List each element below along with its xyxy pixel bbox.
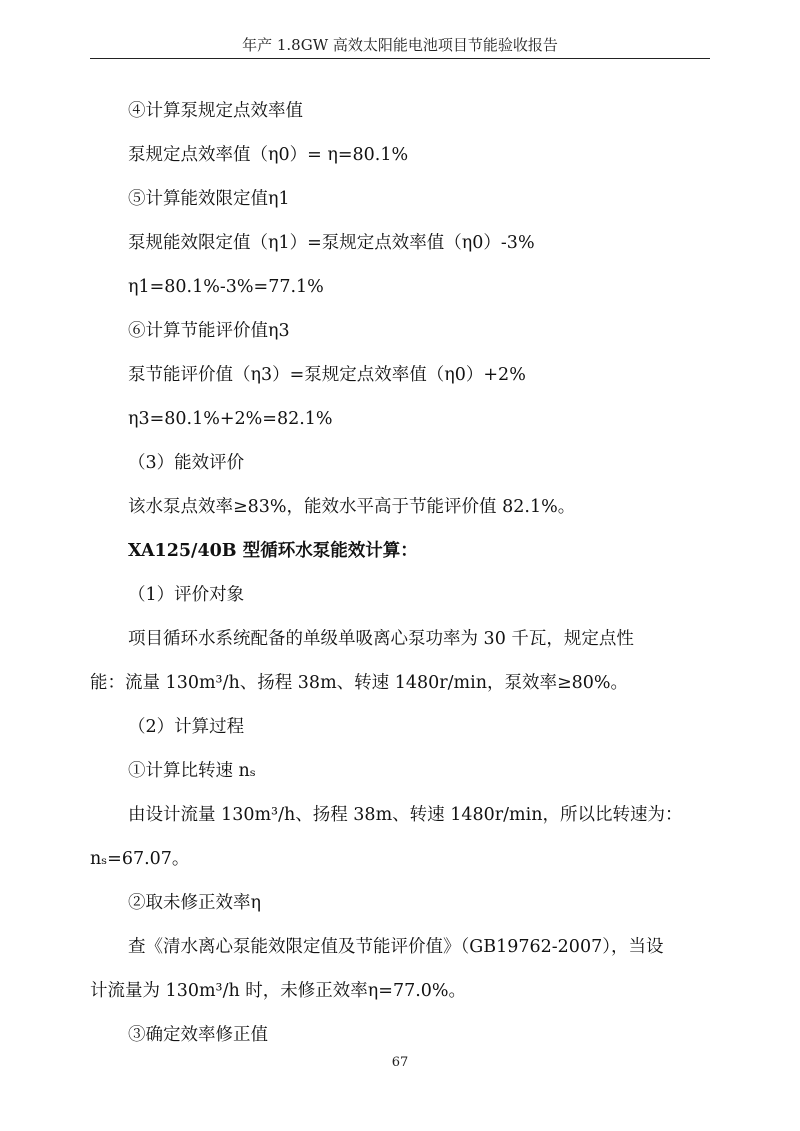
step-heading: ④计算泵规定点效率值 [128, 101, 303, 121]
formula-line: η3=80.1%+2%=82.1% [128, 409, 333, 429]
page-number: 67 [391, 1055, 409, 1070]
formula-line: η1=80.1%-3%=77.1% [128, 277, 324, 297]
subsection-title: XA125/40B 型循环水泵能效计算： [128, 541, 418, 561]
step-heading: ⑤计算能效限定值η1 [128, 189, 290, 209]
step-heading: ③确定效率修正值 [128, 1025, 268, 1045]
section-heading: （2）计算过程 [128, 717, 245, 737]
formula-line: 泵节能评价值（η3）=泵规定点效率值（η0）+2% [128, 365, 526, 385]
section-heading: （1）评价对象 [128, 585, 245, 605]
formula-line: 泵规能效限定值（η1）=泵规定点效率值（η0）-3% [128, 233, 535, 253]
paragraph-line: 计流量为 130m³/h 时，未修正效率η=77.0%。 [90, 981, 467, 1001]
document-body [90, 100, 710, 1046]
paragraph-line: 查《清水离心泵能效限定值及节能评价值》（GB19762-2007），当设 [128, 937, 664, 957]
paragraph-line: nₛ=67.07。 [90, 849, 190, 869]
step-heading: ②取未修正效率η [128, 893, 261, 913]
paragraph-line: 能：流量 130m³/h、扬程 38m、转速 1480r/min，泵效率≥80%。 [90, 673, 629, 693]
header-title: 年产 1.8GW 高效太阳能电池项目节能验收报告 [242, 36, 558, 54]
step-heading: ①计算比转速 nₛ [128, 761, 256, 781]
header-rule [90, 58, 710, 59]
formula-line: 泵规定点效率值（η0）= η=80.1% [128, 145, 409, 165]
step-heading: ⑥计算节能评价值η3 [128, 321, 290, 341]
paragraph-line: 该水泵点效率≥83%，能效水平高于节能评价值 82.1%。 [128, 497, 576, 517]
paragraph-line: 项目循环水系统配备的单级单吸离心泵功率为 30 千瓦，规定点性 [128, 629, 634, 649]
section-heading: （3）能效评价 [128, 453, 245, 473]
paragraph-line: 由设计流量 130m³/h、扬程 38m、转速 1480r/min，所以比转速为： [128, 805, 683, 825]
